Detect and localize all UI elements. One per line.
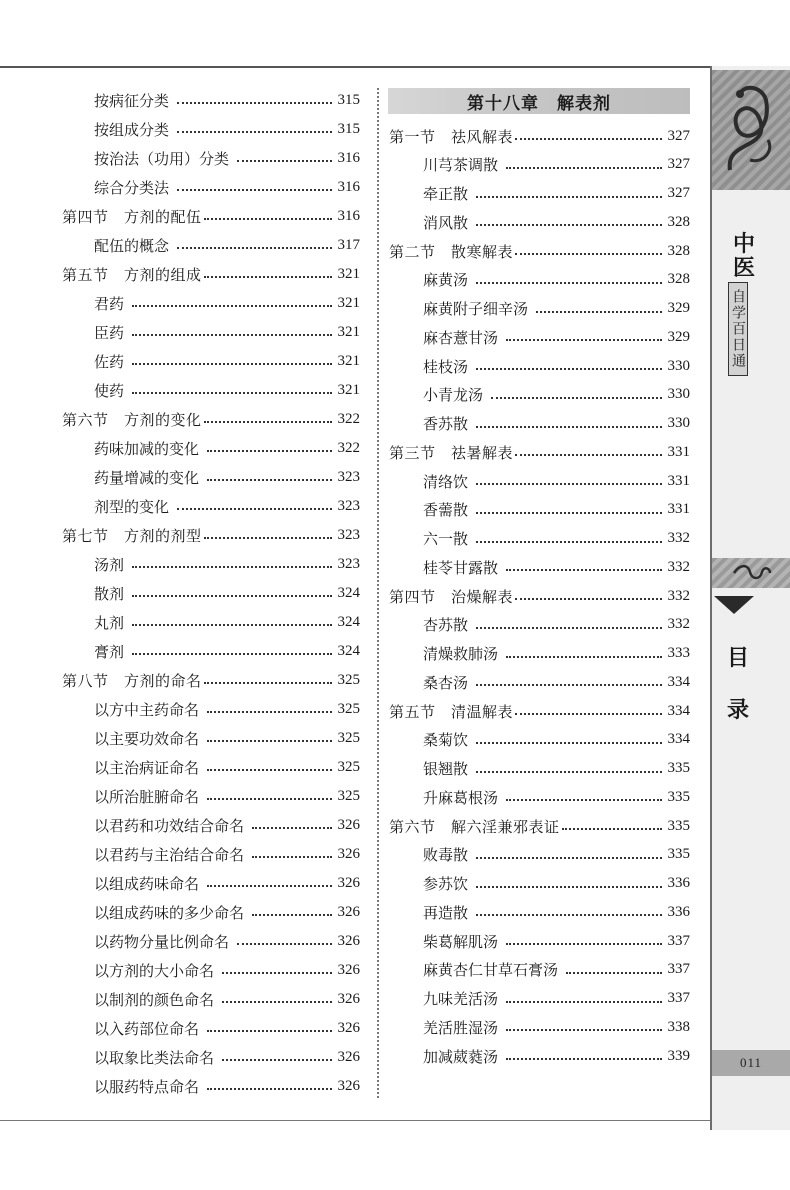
toc-entry-label: 佐药 <box>94 352 125 371</box>
toc-entry-label: 第四节 治燥解表 <box>389 587 514 606</box>
toc-entry-page: 326 <box>337 845 360 862</box>
toc-entry[interactable] <box>94 727 360 749</box>
toc-entry[interactable] <box>94 176 360 198</box>
toc-entry-label: 以主治病证命名 <box>94 758 200 777</box>
toc-entry[interactable] <box>94 814 360 836</box>
toc-entry-page: 338 <box>667 1018 690 1035</box>
toc-entry-page: 323 <box>337 555 360 572</box>
dot-leader <box>207 798 331 800</box>
toc-entry-label: 君药 <box>94 294 125 313</box>
toc-entry[interactable] <box>423 614 690 636</box>
toc-entry-page: 332 <box>667 530 690 546</box>
dot-leader <box>515 713 661 715</box>
toc-entry-page: 336 <box>667 903 690 920</box>
catalog-label-2: 录 <box>726 697 749 723</box>
toc-entry-page: 336 <box>667 875 690 891</box>
toc-entry[interactable] <box>423 413 690 435</box>
toc-entry-label: 第四节 方剂的配伍 <box>62 207 202 226</box>
toc-entry-page: 315 <box>337 91 360 108</box>
dot-leader <box>476 886 661 888</box>
toc-entry-page: 334 <box>667 673 690 690</box>
toc-entry[interactable] <box>423 211 690 233</box>
toc-entry-page: 316 <box>337 178 360 195</box>
toc-entry-page: 326 <box>337 1019 360 1036</box>
dot-leader <box>506 1029 661 1031</box>
toc-entry-label: 小青龙汤 <box>423 386 484 405</box>
toc-entry-page: 326 <box>337 1077 360 1094</box>
dot-leader <box>536 311 661 313</box>
toc-entry-page: 326 <box>337 816 360 833</box>
toc-entry-label: 九味羌活汤 <box>423 990 499 1008</box>
toc-entry[interactable] <box>94 901 360 923</box>
toc-section-entry[interactable] <box>62 263 360 285</box>
toc-entry-label: 剂型的变化 <box>94 497 170 516</box>
toc-entry-label: 以制剂的颜色命名 <box>94 990 215 1009</box>
toc-entry-label: 麻杏薏甘汤 <box>423 328 499 347</box>
toc-entry[interactable] <box>423 959 690 981</box>
toc-entry[interactable] <box>94 89 360 111</box>
dot-leader <box>476 224 661 226</box>
toc-entry-page: 331 <box>667 501 690 518</box>
toc-entry-page: 325 <box>337 700 360 717</box>
toc-entry-label: 桑杏汤 <box>423 673 469 692</box>
dot-leader <box>132 595 331 597</box>
toc-entry-page: 316 <box>337 207 360 224</box>
toc-entry-label: 第六节 解六淫兼邪表证 <box>389 817 560 836</box>
toc-entry[interactable] <box>423 269 690 291</box>
dot-leader <box>476 684 661 686</box>
toc-entry-page: 337 <box>667 932 690 949</box>
toc-section-entry[interactable] <box>389 441 690 463</box>
dot-leader <box>476 771 661 773</box>
toc-entry[interactable] <box>94 1017 360 1039</box>
toc-section-entry[interactable] <box>389 700 690 722</box>
toc-entry[interactable] <box>94 582 360 604</box>
toc-entry[interactable] <box>423 470 690 492</box>
toc-entry-label: 桑菊饮 <box>423 731 469 750</box>
toc-entry-label: 麻黄杏仁甘草石膏汤 <box>423 961 559 980</box>
toc-entry-page: 321 <box>337 265 360 282</box>
toc-section-entry[interactable] <box>389 240 690 262</box>
toc-entry-label: 以方剂的大小命名 <box>94 961 215 980</box>
toc-entry-label: 清络饮 <box>423 472 469 491</box>
toc-entry-page: 337 <box>667 990 690 1006</box>
toc-entry[interactable] <box>94 698 360 720</box>
toc-entry[interactable] <box>94 843 360 865</box>
toc-entry[interactable] <box>94 118 360 140</box>
toc-entry-label: 清燥救肺汤 <box>423 645 499 663</box>
toc-entry[interactable] <box>423 758 690 780</box>
toc-entry-page: 321 <box>337 352 360 369</box>
toc-entry-page: 322 <box>337 410 360 427</box>
toc-entry-label: 以入药部位命名 <box>94 1019 200 1038</box>
toc-entry-label: 第七节 方剂的剂型 <box>62 526 202 545</box>
down-triangle-icon <box>714 596 754 614</box>
dragon-ornament-icon <box>720 80 778 180</box>
toc-entry-page: 331 <box>667 472 690 489</box>
toc-entry-label: 使药 <box>94 381 125 400</box>
toc-entry[interactable] <box>423 528 690 550</box>
dot-leader <box>237 943 331 945</box>
toc-entry-page: 334 <box>667 702 690 719</box>
toc-entry-page: 326 <box>337 932 360 949</box>
dot-leader <box>506 1001 661 1003</box>
toc-entry-label: 麻黄附子细辛汤 <box>423 300 529 318</box>
toc-entry[interactable] <box>94 466 360 488</box>
chapter-title: 第十八章 解表剂 <box>388 88 690 114</box>
dot-leader <box>506 943 661 945</box>
toc-entry-label: 按组成分类 <box>94 120 170 139</box>
toc-entry-label: 六一散 <box>423 530 469 548</box>
toc-entry-page: 335 <box>667 846 690 863</box>
dot-leader <box>132 566 331 568</box>
toc-entry-page: 315 <box>337 120 360 137</box>
dot-leader <box>207 1088 331 1090</box>
column-divider <box>377 88 379 1098</box>
toc-entry[interactable] <box>94 350 360 372</box>
dot-leader <box>476 483 661 485</box>
toc-entry-label: 杏苏散 <box>423 616 469 635</box>
toc-entry-label: 羌活胜湿汤 <box>423 1018 499 1037</box>
toc-entry-label: 以君药与主治结合命名 <box>94 845 245 864</box>
toc-entry-label: 第八节 方剂的命名 <box>62 671 202 690</box>
toc-entry-page: 339 <box>667 1047 690 1064</box>
toc-entry-page: 332 <box>667 587 690 604</box>
toc-entry-page: 329 <box>667 300 690 316</box>
dot-leader <box>207 885 331 887</box>
dot-leader <box>132 624 331 626</box>
book-subtitle: 自学百日通 <box>728 282 748 376</box>
toc-entry[interactable] <box>423 298 690 320</box>
dot-leader <box>252 827 331 829</box>
toc-entry[interactable] <box>423 786 690 808</box>
toc-entry-label: 以所治脏腑命名 <box>94 787 200 806</box>
toc-entry-page: 321 <box>337 294 360 311</box>
toc-entry-label: 第三节 祛暑解表 <box>389 443 514 462</box>
toc-entry-label: 第六节 方剂的变化 <box>62 410 202 429</box>
toc-entry-page: 334 <box>667 731 690 748</box>
toc-entry-page: 328 <box>667 242 690 259</box>
dot-leader <box>515 138 661 140</box>
toc-entry[interactable] <box>423 183 690 205</box>
toc-entry-page: 328 <box>667 271 690 288</box>
toc-entry-label: 以主要功效命名 <box>94 729 200 748</box>
toc-entry[interactable] <box>94 234 360 256</box>
toc-entry-label: 膏剂 <box>94 642 125 661</box>
toc-entry-label: 以服药特点命名 <box>94 1077 200 1096</box>
dot-leader <box>476 541 661 543</box>
toc-entry-label: 再造散 <box>423 903 469 922</box>
top-rule <box>0 66 712 68</box>
dot-leader <box>476 368 661 370</box>
dot-leader <box>515 598 661 600</box>
dot-leader <box>506 1058 661 1060</box>
toc-entry-label: 败毒散 <box>423 846 469 865</box>
toc-entry-label: 加减葳蕤汤 <box>423 1047 499 1066</box>
dot-leader <box>177 189 331 191</box>
toc-entry-label: 升麻葛根汤 <box>423 788 499 807</box>
dot-leader <box>132 363 331 365</box>
toc-entry[interactable] <box>94 756 360 778</box>
toc-entry[interactable] <box>94 988 360 1010</box>
dot-leader <box>177 247 331 249</box>
dot-leader <box>476 627 661 629</box>
toc-entry[interactable] <box>423 988 690 1010</box>
toc-entry-page: 330 <box>667 386 690 403</box>
dot-leader <box>132 305 331 307</box>
toc-entry[interactable] <box>94 147 360 169</box>
toc-entry-label: 参苏饮 <box>423 875 469 893</box>
toc-entry[interactable] <box>94 611 360 633</box>
toc-entry[interactable] <box>94 640 360 662</box>
toc-entry-page: 325 <box>337 729 360 746</box>
page-number: 011 <box>712 1050 790 1076</box>
toc-entry[interactable] <box>423 729 690 751</box>
toc-section-entry[interactable] <box>62 524 360 546</box>
toc-entry-label: 以方中主药命名 <box>94 700 200 719</box>
toc-entry-page: 323 <box>337 526 360 543</box>
dot-leader <box>562 828 662 830</box>
bottom-rule <box>0 1120 712 1121</box>
toc-entry[interactable] <box>423 499 690 521</box>
toc-section-entry[interactable] <box>62 669 360 691</box>
toc-entry-label: 第五节 清温解表 <box>389 702 514 721</box>
toc-entry-page: 335 <box>667 788 690 805</box>
toc-entry-label: 以组成药味的多少命名 <box>94 903 245 922</box>
toc-entry-page: 333 <box>667 645 690 661</box>
toc-entry[interactable] <box>423 556 690 578</box>
toc-entry[interactable] <box>94 495 360 517</box>
toc-entry[interactable] <box>423 873 690 895</box>
toc-entry[interactable] <box>94 553 360 575</box>
dot-leader <box>476 857 661 859</box>
book-title: 中医 <box>732 231 755 281</box>
toc-entry[interactable] <box>423 1016 690 1038</box>
toc-entry[interactable] <box>94 1075 360 1097</box>
dot-leader <box>207 479 331 481</box>
toc-entry-label: 第二节 散寒解表 <box>389 242 514 261</box>
toc-entry-label: 柴葛解肌汤 <box>423 932 499 951</box>
toc-entry-page: 332 <box>667 616 690 633</box>
toc-entry-page: 328 <box>667 213 690 230</box>
toc-entry-page: 330 <box>667 415 690 431</box>
toc-entry-label: 牵正散 <box>423 185 469 203</box>
toc-entry-page: 325 <box>337 758 360 775</box>
dot-leader <box>177 508 331 510</box>
toc-entry-page: 324 <box>337 613 360 630</box>
dot-leader <box>207 769 331 771</box>
toc-entry-page: 335 <box>667 817 690 834</box>
toc-entry-page: 332 <box>667 558 690 575</box>
dot-leader <box>237 160 331 162</box>
dot-leader <box>177 131 331 133</box>
toc-entry-label: 消风散 <box>423 213 469 232</box>
toc-entry-label: 桂枝汤 <box>423 357 469 376</box>
toc-entry-label: 药味加减的变化 <box>94 439 200 458</box>
dot-leader <box>222 1001 331 1003</box>
dot-leader <box>476 282 661 284</box>
dot-leader <box>207 711 331 713</box>
toc-entry-page: 330 <box>667 357 690 374</box>
toc-entry-label: 第五节 方剂的组成 <box>62 265 202 284</box>
toc-entry-label: 以组成药味命名 <box>94 874 200 893</box>
toc-entry-page: 326 <box>337 874 360 891</box>
toc-entry-page: 326 <box>337 1048 360 1065</box>
toc-entry[interactable] <box>423 1045 690 1067</box>
dot-leader <box>476 512 661 514</box>
toc-entry-page: 326 <box>337 961 360 978</box>
toc-entry-label: 香苏散 <box>423 415 469 433</box>
dot-leader <box>476 914 661 916</box>
toc-entry-label: 散剂 <box>94 584 125 603</box>
dot-leader <box>506 799 661 801</box>
toc-entry-label: 桂苓甘露散 <box>423 558 499 577</box>
toc-entry-page: 326 <box>337 903 360 920</box>
dot-leader <box>222 1059 331 1061</box>
dot-leader <box>476 426 661 428</box>
toc-entry-label: 以取象比类法命名 <box>94 1048 215 1067</box>
toc-section-entry[interactable] <box>62 205 360 227</box>
dot-leader <box>222 972 331 974</box>
toc-entry-label: 以药物分量比例命名 <box>94 932 230 951</box>
toc-section-entry[interactable] <box>389 815 690 837</box>
toc-entry[interactable] <box>423 154 690 176</box>
dot-leader <box>252 914 331 916</box>
toc-entry-page: 323 <box>337 497 360 514</box>
toc-entry[interactable] <box>94 437 360 459</box>
toc-entry[interactable] <box>94 930 360 952</box>
toc-entry-page: 329 <box>667 328 690 345</box>
dot-leader <box>207 1030 331 1032</box>
toc-entry[interactable] <box>94 379 360 401</box>
toc-entry-page: 337 <box>667 961 690 978</box>
toc-entry-label: 臣药 <box>94 323 125 342</box>
toc-entry-page: 324 <box>337 584 360 601</box>
toc-entry[interactable] <box>423 326 690 348</box>
toc-entry-label: 药量增减的变化 <box>94 468 200 487</box>
swirl-ornament-icon <box>732 562 772 584</box>
toc-entry-page: 335 <box>667 760 690 776</box>
toc-entry-label: 丸剂 <box>94 613 125 632</box>
toc-entry-page: 327 <box>667 156 690 173</box>
toc-entry[interactable] <box>94 872 360 894</box>
dot-leader <box>506 339 661 341</box>
toc-entry[interactable] <box>423 930 690 952</box>
toc-entry-page: 317 <box>337 236 360 253</box>
toc-entry-page: 331 <box>667 443 690 460</box>
dot-leader <box>566 972 661 974</box>
toc-entry-page: 316 <box>337 149 360 166</box>
dot-leader <box>207 740 331 742</box>
dot-leader <box>204 218 332 220</box>
toc-entry-label: 配伍的概念 <box>94 236 170 255</box>
toc-entry-page: 322 <box>337 439 360 456</box>
toc-entry[interactable] <box>423 643 690 665</box>
toc-entry-page: 325 <box>337 787 360 804</box>
catalog-label-1: 目 <box>726 645 749 671</box>
toc-entry[interactable] <box>423 844 690 866</box>
toc-entry-page: 325 <box>337 671 360 688</box>
toc-entry[interactable] <box>94 785 360 807</box>
toc-entry-page: 321 <box>337 381 360 398</box>
toc-entry-page: 321 <box>337 323 360 340</box>
toc-entry[interactable] <box>423 671 690 693</box>
toc-section-entry[interactable] <box>389 585 690 607</box>
toc-entry-label: 以君药和功效结合命名 <box>94 816 245 835</box>
toc-entry-page: 327 <box>667 185 690 201</box>
toc-entry[interactable] <box>423 355 690 377</box>
toc-entry-label: 汤剂 <box>94 555 125 574</box>
side-strip-border <box>710 66 712 1130</box>
dot-leader <box>177 102 331 104</box>
dot-leader <box>476 196 661 198</box>
toc-entry-label: 银翘散 <box>423 760 469 778</box>
toc-entry-label: 按治法（功用）分类 <box>94 149 230 168</box>
toc-entry-label: 川芎茶调散 <box>423 156 499 175</box>
toc-entry[interactable] <box>94 321 360 343</box>
dot-leader <box>132 392 331 394</box>
toc-entry-page: 327 <box>667 127 690 144</box>
dragon-ornament <box>712 70 790 190</box>
toc-entry-page: 326 <box>337 990 360 1007</box>
dot-leader <box>506 569 661 571</box>
dot-leader <box>515 454 661 456</box>
dot-leader <box>204 421 332 423</box>
toc-section-entry[interactable] <box>62 408 360 430</box>
toc-entry-label: 麻黄汤 <box>423 271 469 290</box>
toc-entry-label: 香薷散 <box>423 501 469 520</box>
dot-leader <box>204 276 332 278</box>
swirl-ornament <box>712 558 790 588</box>
toc-entry-page: 323 <box>337 468 360 485</box>
toc-entry[interactable] <box>423 384 690 406</box>
dot-leader <box>204 537 332 539</box>
dot-leader <box>506 167 661 169</box>
toc-entry[interactable] <box>423 901 690 923</box>
dot-leader <box>207 450 331 452</box>
toc-entry-page: 324 <box>337 642 360 659</box>
dot-leader <box>476 742 661 744</box>
dot-leader <box>132 334 331 336</box>
dot-leader <box>515 253 661 255</box>
dot-leader <box>132 653 331 655</box>
dot-leader <box>204 682 332 684</box>
toc-entry[interactable] <box>94 292 360 314</box>
toc-entry-label: 第一节 祛风解表 <box>389 127 514 146</box>
dot-leader <box>252 856 331 858</box>
toc-entry[interactable] <box>94 1046 360 1068</box>
toc-entry-label: 按病征分类 <box>94 91 170 110</box>
toc-section-entry[interactable] <box>389 125 690 147</box>
dot-leader <box>491 397 661 399</box>
toc-entry[interactable] <box>94 959 360 981</box>
toc-entry-label: 综合分类法 <box>94 178 170 197</box>
dot-leader <box>506 656 661 658</box>
catalog-label <box>726 632 750 736</box>
